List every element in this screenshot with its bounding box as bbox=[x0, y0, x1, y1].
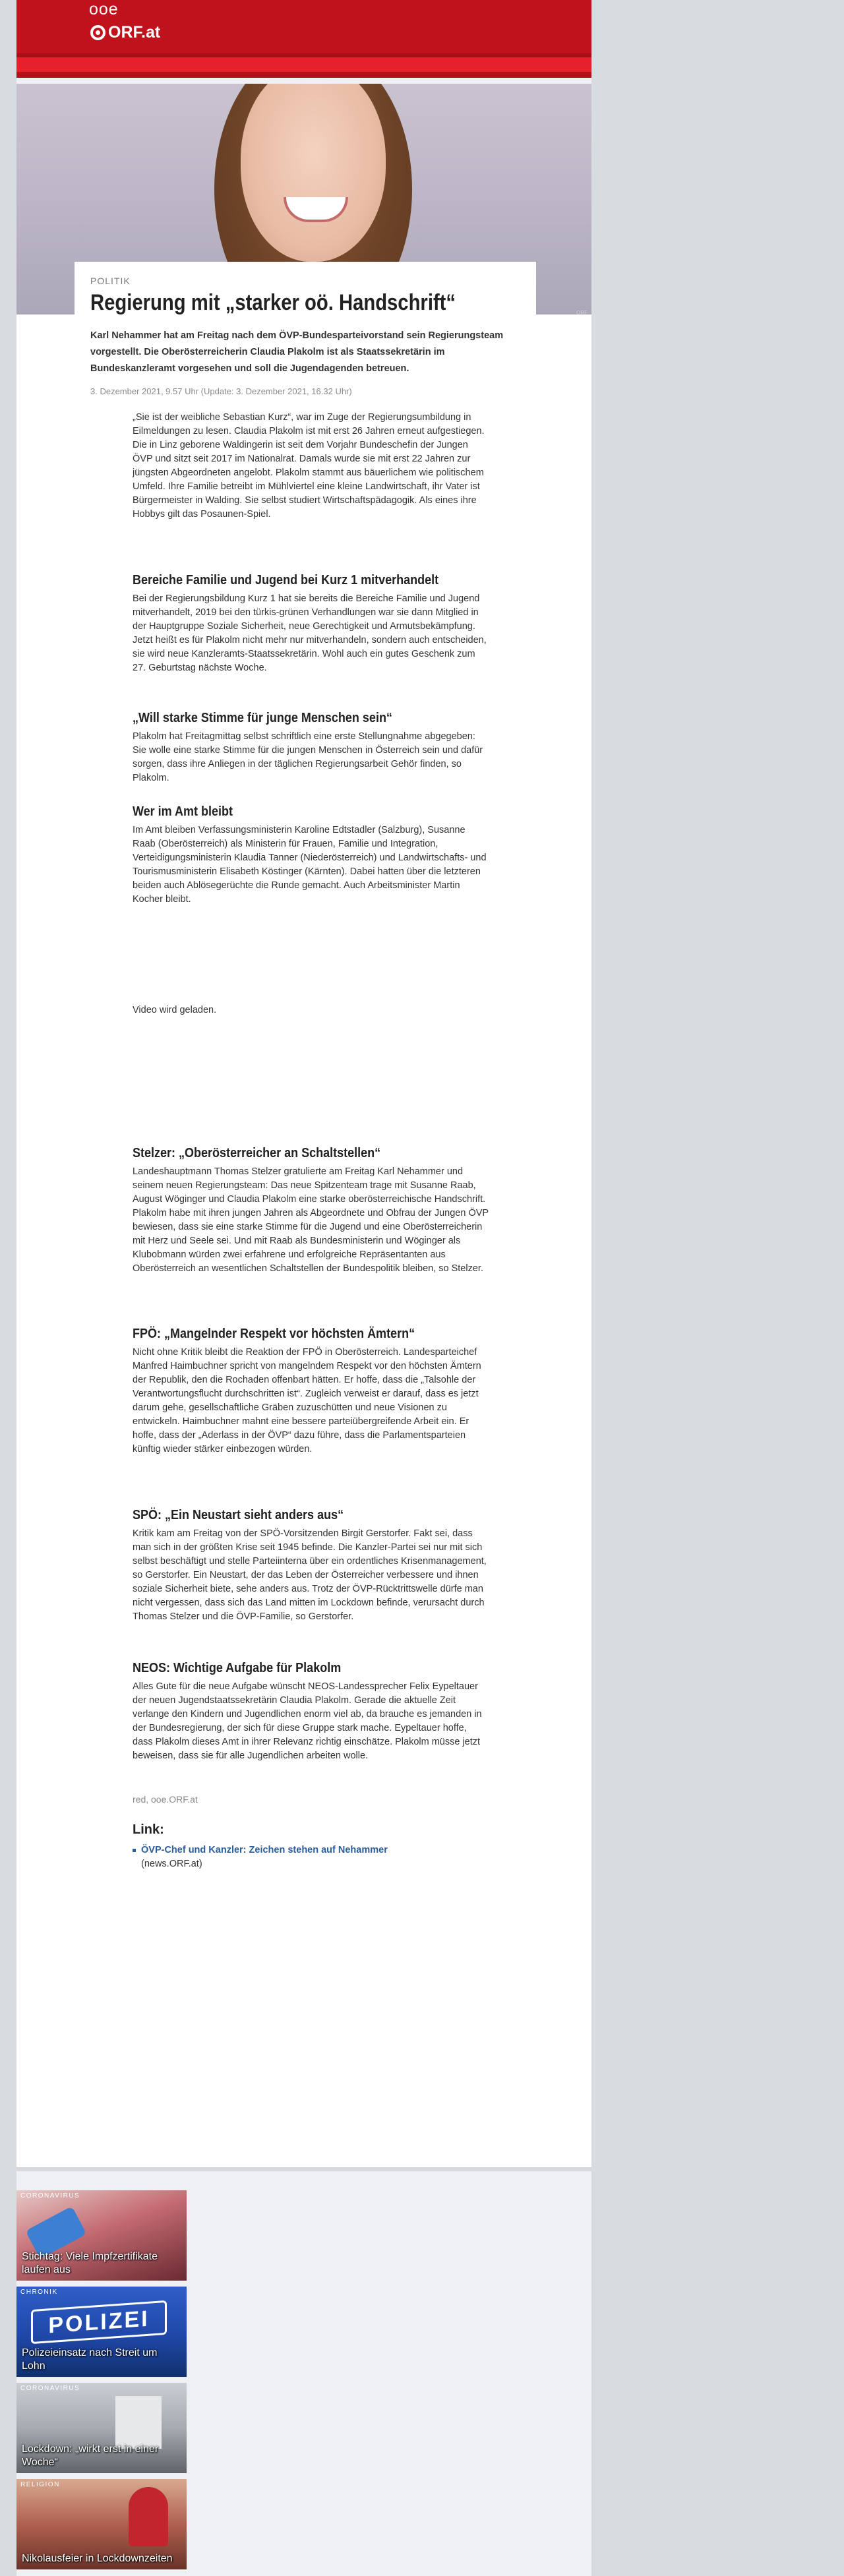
police-sign: POLIZEI bbox=[31, 2300, 167, 2344]
teaser-category: RELIGION bbox=[20, 2481, 60, 2488]
article-paragraph: Plakolm hat Freitagmittag selbst schriftlich eine erste Stellungnahme abgegeben: Sie wolle eine starke Stimme für die jungen Menschen in Österreich sein und dafür sorgen, dass ihre Anliegen in der täglichen Regierungsarbeit Gehör finden, so Plakolm. bbox=[133, 731, 483, 783]
link-source: (news.ORF.at) bbox=[141, 1859, 202, 1869]
article-paragraph: „Sie ist der weibliche Sebastian Kurz“, war im Zuge der Regierungsumbildung in Eilmeldungen zu lesen. Claudia Plakolm ist mit erst 26 Jahren erneut aufgestiegen. Die in Linz geborene Waldingerin ist seit dem Vorjahr Bundeschefin der Jungen ÖVP und sitzt seit 2017 im Nationalrat. Damals wurde sie mit erst 22 Jahren zur jüngsten Abgeordneten angelobt. Plakolm stammt aus bäuerlichem wie politischem Umfeld. Ihre Familie betreibt im Mühlviertel eine kleine Landwirtschaft, ihr Vater ist Bürgermeister in Walding. Sie selbst studiert Wirtschaftspädagogik. Als eines ihre Hobbys gilt das Posaunen-Spiel. bbox=[133, 412, 485, 520]
section-heading: FPÖ: „Mangelnder Respekt vor höchsten Ämtern“ bbox=[133, 1327, 415, 1341]
article-date: 3. Dezember 2021, 9.57 Uhr (Update: 3. Dezember 2021, 16.32 Uhr) bbox=[90, 386, 352, 396]
article-source: red, ooe.ORF.at bbox=[133, 1794, 198, 1805]
section-heading: „Will starke Stimme für junge Menschen sein“ bbox=[133, 711, 392, 725]
article-category[interactable]: POLITIK bbox=[90, 276, 131, 286]
teaser-category: CORONAVIRUS bbox=[20, 2385, 80, 2392]
teaser-card[interactable] bbox=[16, 2383, 187, 2473]
orf-logo-icon bbox=[90, 25, 106, 40]
teaser-card[interactable] bbox=[16, 2287, 187, 2377]
article-paragraph: Bei der Regierungsbildung Kurz 1 hat sie bereits die Bereiche Familie und Jugend mitverhandelt, 2019 bei den türkis-grünen Verhandlungen war sie dann Mitglied in der Hauptgruppe Soziale Sicherheit, neue Gerechtigkeit und Armutsbekämpfung. Jetzt heißt es für Plakolm nicht mehr nur mitverhandeln, sondern auch entscheiden, sie wird neue Kanzleramts-Staatssekretärin. Wohl auch ein gutes Geschenk zum 27. Geburtstag nächste Woche. bbox=[133, 593, 487, 673]
article-paragraph: Landeshauptmann Thomas Stelzer gratulierte am Freitag Karl Nehammer und seinem neuen Regierungsteam: Das neue Spitzenteam trage mit Susanne Raab, August Wöginger und Claudia Plakolm eine starke oberösterreichische Handschrift. Plakolm habe mit ihren jungen Jahren als Abgeordnete und Obfrau der Jungen ÖVP bewiesen, dass sie eine starke Stimme für die Jugend und eine Oberösterreicherin mit Herz und Seele sei. Und mit Raab als Bundesministerin und Wöginger als Klubobmann würden zwei erfahrene und erfolgreiche Repräsentanten aus Oberösterreich an wesentlichen Schaltstellen der Bundespolitik bleiben, so Stelzer. bbox=[133, 1166, 489, 1274]
section-heading: NEOS: Wichtige Aufgabe für Plakolm bbox=[133, 1661, 342, 1675]
teaser-title: Stichtag: Viele Impfzertifikate laufen aus bbox=[22, 2251, 158, 2275]
article-paragraph: Im Amt bleiben Verfassungsministerin Karoline Edtstadler (Salzburg), Susanne Raab (Oberösterreich) als Ministerin für Frauen, Familie und Integration, Verteidigungsministerin Klaudia Tanner (Niederösterreich) und Landwirtschafts- und Tourismusministerin Elisabeth Köstinger (Kärnten). Dabei hatten über die letzteren beiden auch Ablösegerüchte die Runde gemacht. Auch Arbeitsminister Martin Kocher bleibt. bbox=[133, 825, 487, 905]
bullet-icon bbox=[133, 1849, 136, 1852]
teaser-title: Nikolausfeier in Lockdownzeiten bbox=[22, 2553, 173, 2564]
section-heading: Bereiche Familie und Jugend bei Kurz 1 mitverhandelt bbox=[133, 573, 439, 587]
teaser-title: Polizeieinsatz nach Streit um Lohn bbox=[22, 2347, 158, 2372]
teaser-card[interactable] bbox=[16, 2190, 187, 2281]
article-paragraph: Nicht ohne Kritik bleibt die Reaktion der FPÖ in Oberösterreich. Landesparteichef Manfred Haimbuchner spricht von mangelndem Respekt vor den höchsten Ämtern der Republik, den die Rochaden offenbart hätten. Er hoffe, dass die „Talsohle der Verantwortungsflucht durchschritten ist“. Zugleich verweist er darauf, dass es jetzt darum gehe, gesellschaftliche Gräben zuzuschütten und neue Visionen zu entwickeln. Haimbuchner mahnt eine bessere parteiübergreifende Arbeit ein. Er hoffe, dass der „Aderlass in der ÖVP“ dazu führe, dass die Parlamentsparteien künftig wieder stärker einbezogen würden. bbox=[133, 1347, 481, 1454]
teaser-title: Lockdown: „wirkt erst in einer Woche“ bbox=[22, 2443, 159, 2468]
article-lead: Karl Nehammer hat am Freitag nach dem ÖVP-Bundesparteivorstand sein Regierungsteam vorgestellt. Die Oberösterreicherin Claudia Plakolm ist als Staatssekretärin im Bundeskanzleramt vorgesehen und soll die Jugendagenden betreuen. bbox=[90, 330, 504, 374]
section-heading: Wer im Amt bleibt bbox=[133, 804, 233, 819]
header-band bbox=[16, 72, 591, 78]
section-heading: SPÖ: „Ein Neustart sieht anders aus“ bbox=[133, 1508, 344, 1522]
page-container bbox=[16, 0, 591, 2576]
article-paragraph: Alles Gute für die neue Aufgabe wünscht NEOS-Landessprecher Felix Eypeltauer der neuen Jugendstaatssekretärin Claudia Plakolm. Gerade die aktuelle Zeit verlange den Kindern und Jugendlichen enorm viel ab, da brauche es jemanden in der Bundesregierung, der sich für diese Gruppe stark mache. Eypeltauer hoffe, dass Plakolm dieses Amt in ihrer Relevanz richtig einschätze. Plakolm müsse jetzt beweisen, dass sie für alle Jugendlichen arbeiten wolle. bbox=[133, 1681, 482, 1761]
video-player[interactable]: Video wird geladen. bbox=[133, 1005, 217, 1015]
article-title: Regierung mit „starker oö. Handschrift“ bbox=[90, 290, 456, 315]
header-navigation-bar bbox=[16, 57, 591, 72]
hero-face-shape bbox=[241, 84, 386, 262]
image-credit: ORF bbox=[576, 310, 588, 315]
related-article-link[interactable]: ÖVP-Chef und Kanzler: Zeichen stehen auf Nehammer bbox=[141, 1845, 388, 1855]
logo-text: ORF.at bbox=[108, 22, 161, 42]
teaser-category: CORONAVIRUS bbox=[20, 2192, 80, 2200]
nikolaus-shape bbox=[129, 2487, 168, 2546]
article-paragraph: Kritik kam am Freitag von der SPÖ-Vorsitzenden Birgit Gerstorfer. Fakt sei, dass man sich in der größten Krise seit 1945 befinde. Die Kanzler-Partei sei nur mit sich selbst beschäftigt und stelle Parteiinterna über ein ordentliches Krisenmanagement, so Gerstorfer. Ein Neustart, der das Leben der Österreicher verbessere und ihnen soziale Sicherheit biete, sehe anders aus. Trotz der ÖVP-Rücktrittswelle dürfe man nicht vergessen, dass sich das Land mitten im Lockdown befinde, verursacht durch Thomas Stelzer und die ÖVP-Familie, so Gerstorfer. bbox=[133, 1528, 487, 1622]
orf-logo[interactable] bbox=[90, 22, 160, 43]
building-shape bbox=[115, 2396, 162, 2449]
section-heading: Stelzer: „Oberösterreicher an Schaltstellen“ bbox=[133, 1146, 381, 1160]
region-label[interactable]: ooe bbox=[89, 0, 119, 18]
link-heading: Link: bbox=[133, 1822, 164, 1837]
teaser-card[interactable] bbox=[16, 2479, 187, 2569]
teaser-category: CHRONIK bbox=[20, 2289, 58, 2296]
content-divider bbox=[16, 2167, 591, 2171]
site-header bbox=[16, 0, 591, 78]
